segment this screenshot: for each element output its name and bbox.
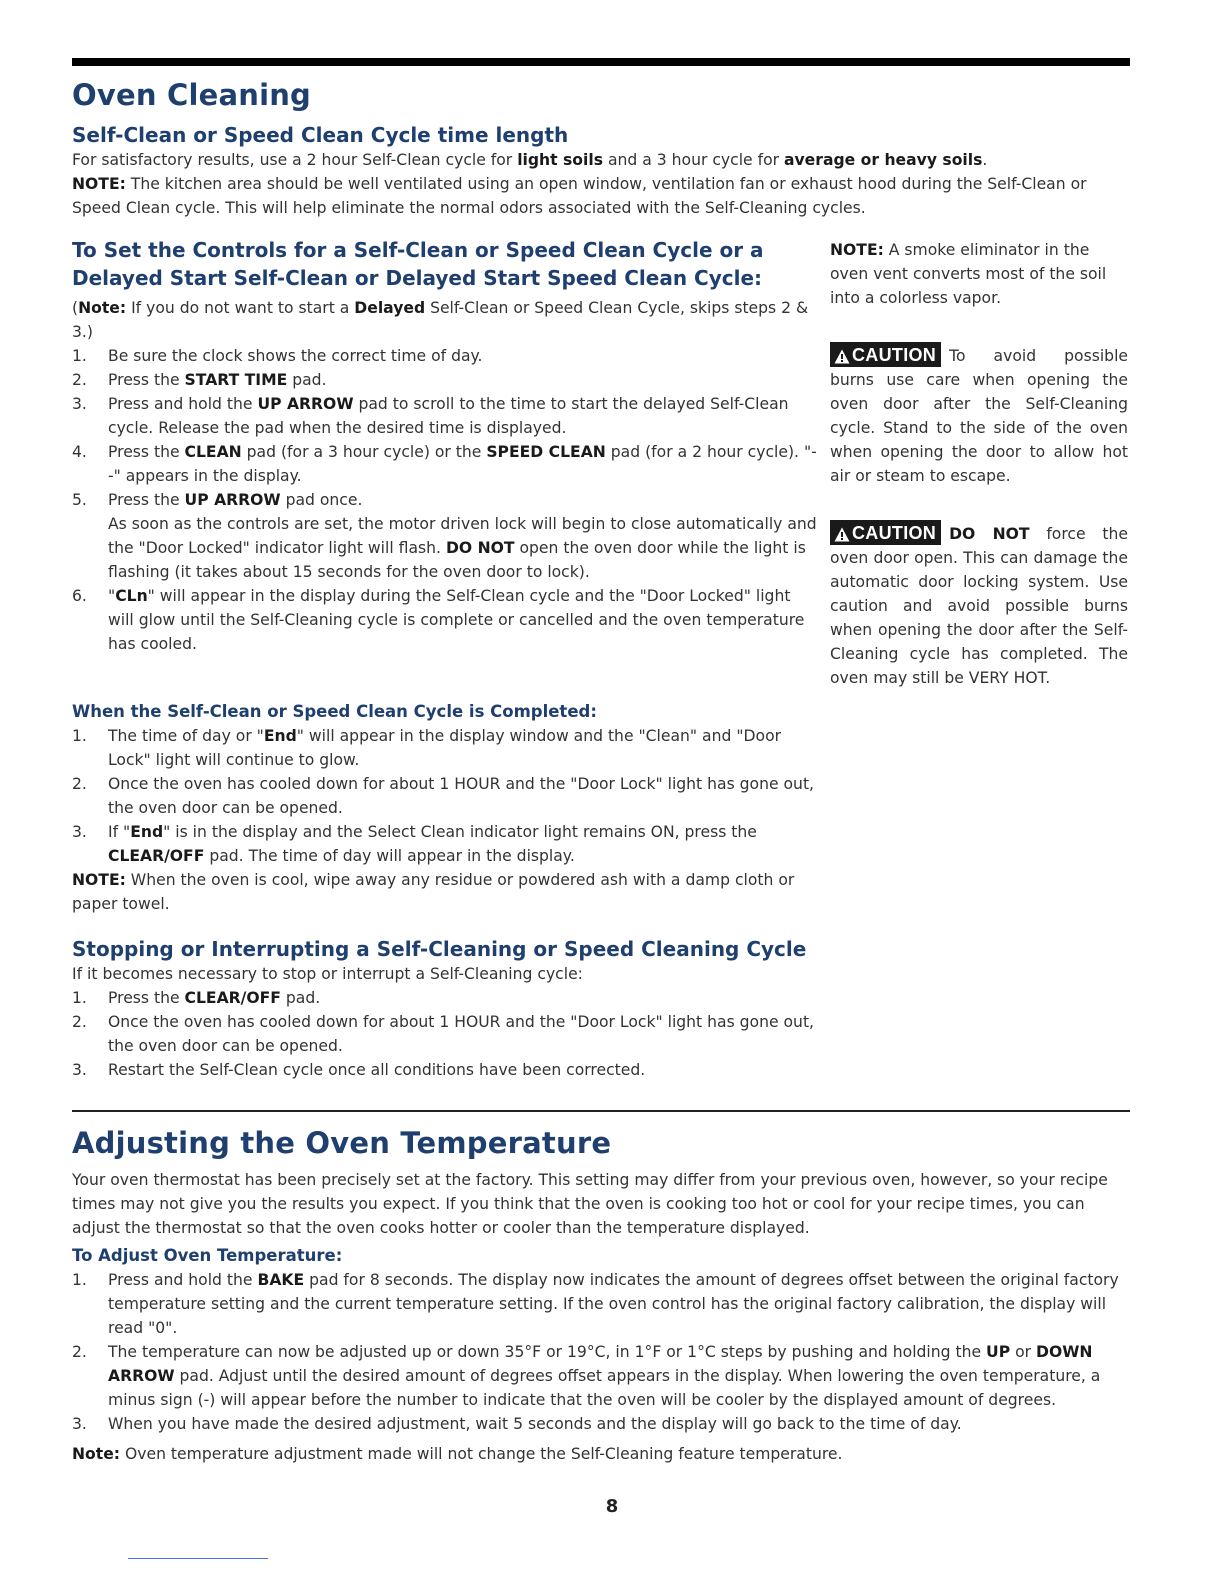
text: and a 3 hour cycle for <box>603 151 784 169</box>
set-controls-section <box>72 236 820 656</box>
list-item <box>72 392 820 440</box>
text: . <box>982 151 988 169</box>
cycle-length-note <box>72 172 1128 220</box>
stopping-heading: Stopping or Interrupting a Self-Cleaning or Speed Cleaning Cycle <box>72 937 807 961</box>
step-number: 1. <box>72 727 87 745</box>
list-item <box>72 1058 820 1082</box>
text: pad. <box>280 989 321 1007</box>
text: pad. Adjust until the desired amount of degrees offset appears in the display. When lowering the oven temperature, a minus sign (-) will appear before the number to indicate that the oven will be cooler by the displayed amount of degrees. <box>108 1367 1101 1409</box>
text: Once the oven has cooled down for about 1 HOUR and the "Door Lock" light has gone out, the oven door can be opened. <box>108 775 815 817</box>
completed-steps <box>72 724 820 868</box>
text: pad. The time of day will appear in the display. <box>204 847 575 865</box>
step-number: 3. <box>72 1061 87 1079</box>
text: Press and hold the <box>108 1271 258 1289</box>
cycle-length-heading: Self-Clean or Speed Clean Cycle time length <box>72 123 569 147</box>
list-item <box>72 986 820 1010</box>
completed-section <box>72 700 820 916</box>
bold-text: START TIME <box>184 371 288 389</box>
text: If " <box>108 823 131 841</box>
list-item <box>72 724 820 772</box>
text: Press the <box>108 443 185 461</box>
step-number: 6. <box>72 587 87 605</box>
text: pad (for a 2 hour cycle). "- -" appears in the display. <box>108 443 817 485</box>
list-item <box>72 1412 1128 1436</box>
text: " <box>108 587 116 605</box>
adjusting-steps <box>72 1268 1128 1436</box>
top-rule <box>72 58 1130 66</box>
page-title: Oven Cleaning <box>72 78 312 112</box>
bold-text: DO NOT <box>445 539 515 557</box>
text: Self-Clean or Speed Clean Cycle, skips steps 2 & 3.) <box>72 299 809 341</box>
list-item <box>72 584 820 656</box>
text: Press and hold the <box>108 395 258 413</box>
list-item <box>72 368 820 392</box>
list-item <box>72 820 820 868</box>
bold-text: Delayed <box>354 299 426 317</box>
list-item <box>72 440 820 488</box>
bold-text: End <box>263 727 297 745</box>
bold-text: CLn <box>115 587 148 605</box>
set-controls-note <box>72 296 820 344</box>
caution-text: force the oven door open. This can damage the automatic door locking system. Use caution and avoid possible burns when opening the door after the Self-Cleaning cycle has completed. The oven may still be VERY HOT. <box>830 525 1128 687</box>
stopping-steps <box>72 986 820 1082</box>
text: Press the <box>108 491 185 509</box>
bold-text: UP ARROW <box>257 395 354 413</box>
text: pad. <box>287 371 327 389</box>
step-number: 2. <box>72 371 87 389</box>
warning-triangle-icon <box>834 349 850 364</box>
cycle-length-intro <box>72 148 1128 172</box>
note-text: A smoke eliminator in the oven vent converts most of the soil into a colorless vapor. <box>830 241 1107 307</box>
caution-label: CAUTION <box>852 345 937 365</box>
list-item <box>72 1010 820 1058</box>
bold-text: UP <box>986 1343 1011 1361</box>
list-item <box>72 1340 1128 1412</box>
bold-text: average or heavy soils <box>783 151 983 169</box>
adjusting-note <box>72 1442 1128 1466</box>
bold-text: UP ARROW <box>184 491 281 509</box>
completed-note <box>72 868 820 916</box>
note-label: NOTE: <box>72 871 126 889</box>
step-number: 2. <box>72 1013 87 1031</box>
text: " will appear in the display window and the "Clean" and "Door Lock" light will continue to glow. <box>108 727 782 769</box>
completed-heading: When the Self-Clean or Speed Clean Cycle is Completed: <box>72 702 597 721</box>
list-item <box>72 772 820 820</box>
page-number: 8 <box>605 1496 619 1517</box>
step-number: 5. <box>72 491 87 509</box>
bold-text: CLEAR/OFF <box>108 847 205 865</box>
bold-text: DO NOT <box>949 525 1030 543</box>
text: Press the <box>108 371 185 389</box>
adjusting-title: Adjusting the Oven Temperature <box>72 1126 612 1160</box>
text: " will appear in the display during the Self-Clean cycle and the "Door Locked" light will glow until the Self-Cleaning cycle is complete or cancelled and the oven temperature has cooled. <box>108 587 805 653</box>
step-number: 3. <box>72 1415 87 1433</box>
step-number: 1. <box>72 347 87 365</box>
text: " is in the display and the Select Clean indicator light remains ON, press the <box>163 823 757 841</box>
sidebar-note <box>830 238 1128 310</box>
bold-text: End <box>130 823 164 841</box>
text: The time of day or " <box>108 727 264 745</box>
adjusting-subheading: To Adjust Oven Temperature: <box>72 1246 343 1265</box>
list-item <box>72 488 820 584</box>
step-number: 2. <box>72 775 87 793</box>
note-text: Oven temperature adjustment made will not change the Self-Cleaning feature temperature. <box>120 1445 843 1463</box>
bold-text: DOWN ARROW <box>108 1343 1093 1385</box>
footer-rule <box>128 1558 268 1559</box>
text: pad (for a 3 hour cycle) or the <box>241 443 487 461</box>
sidebar <box>830 238 1128 690</box>
list-item <box>72 344 820 368</box>
text: pad for 8 seconds. The display now indicates the amount of degrees offset between the original factory temperature setting and the current temperature setting. If the oven control has the original factory calibration, the display will read "0". <box>108 1271 1119 1337</box>
step-number: 1. <box>72 989 87 1007</box>
text: Be sure the clock shows the correct time of day. <box>108 347 483 365</box>
text: The temperature can now be adjusted up or down 35°F or 19°C, in 1°F or 1°C steps by pushing and holding the <box>108 1343 987 1361</box>
text: open the oven door while the light is flashing (it takes about 15 seconds for the oven door to lock). <box>108 539 806 581</box>
cycle-length-section <box>72 122 1128 220</box>
step-number: 1. <box>72 1271 87 1289</box>
adjusting-intro: Your oven thermostat has been precisely set at the factory. This setting may differ from your previous oven, however, so your recipe times may not give you the results you expect. If you think that the oven is cooking too hot or cool for your recipe times, you can adjust the thermostat so that the oven cooks hotter or cooler than the temperature displayed. <box>72 1171 1108 1237</box>
text: ( <box>72 299 79 317</box>
text: As soon as the controls are set, the motor driven lock will begin to close automatically and the "Door Locked" indicator light will flash. <box>108 515 817 557</box>
bold-text: BAKE <box>257 1271 305 1289</box>
text: pad once. <box>280 491 363 509</box>
text: Press the <box>108 989 185 1007</box>
caution-block-1 <box>830 342 1128 488</box>
stopping-section <box>72 936 820 1082</box>
bold-text: light soils <box>517 151 603 169</box>
text: Restart the Self-Clean cycle once all conditions have been corrected. <box>108 1061 646 1079</box>
set-controls-heading: To Set the Controls for a Self-Clean or Speed Clean Cycle or a Delayed Start Self-Clean or Delayed Start Speed Clean Cycle: <box>72 238 764 290</box>
set-controls-steps <box>72 344 820 656</box>
caution-badge <box>830 342 941 367</box>
bold-text: CLEAN <box>184 443 242 461</box>
list-item <box>72 1268 1128 1340</box>
warning-triangle-icon <box>834 527 850 542</box>
text: When you have made the desired adjustment, wait 5 seconds and the display will go back to the time of day. <box>108 1415 962 1433</box>
stopping-intro: If it becomes necessary to stop or interrupt a Self-Cleaning cycle: <box>72 965 583 983</box>
step-number: 3. <box>72 395 87 413</box>
note-label: Note: <box>78 299 127 317</box>
step-number: 3. <box>72 823 87 841</box>
section-divider <box>72 1110 1130 1112</box>
bold-text: CLEAR/OFF <box>184 989 281 1007</box>
note-label: Note: <box>72 1445 121 1463</box>
step-number: 4. <box>72 443 87 461</box>
bold-text: SPEED CLEAN <box>486 443 606 461</box>
text: For satisfactory results, use a 2 hour Self-Clean cycle for <box>72 151 518 169</box>
caution-label: CAUTION <box>852 523 937 543</box>
text: or <box>1010 1343 1037 1361</box>
text: If you do not want to start a <box>126 299 355 317</box>
caution-badge <box>830 520 941 545</box>
adjusting-section <box>72 1168 1128 1466</box>
note-label: NOTE: <box>72 175 126 193</box>
step-number: 2. <box>72 1343 87 1361</box>
text: pad to scroll to the time to start the delayed Self-Clean cycle. Release the pad when the desired time is displayed. <box>108 395 789 437</box>
note-label: NOTE: <box>830 241 884 259</box>
text: Once the oven has cooled down for about 1 HOUR and the "Door Lock" light has gone out, the oven door can be opened. <box>108 1013 815 1055</box>
note-text: The kitchen area should be well ventilated using an open window, ventilation fan or exhaust hood during the Self-Clean or Speed Clean cycle. This will help eliminate the normal odors associated with the Self-Cleaning cycles. <box>72 175 1087 217</box>
note-text: When the oven is cool, wipe away any residue or powdered ash with a damp cloth or paper towel. <box>72 871 795 913</box>
caution-text: To avoid possible burns use care when opening the oven door after the Self-Cleaning cycle. Stand to the side of the oven when opening the door to allow hot air or steam to escape. <box>830 347 1128 485</box>
caution-block-2 <box>830 520 1128 690</box>
